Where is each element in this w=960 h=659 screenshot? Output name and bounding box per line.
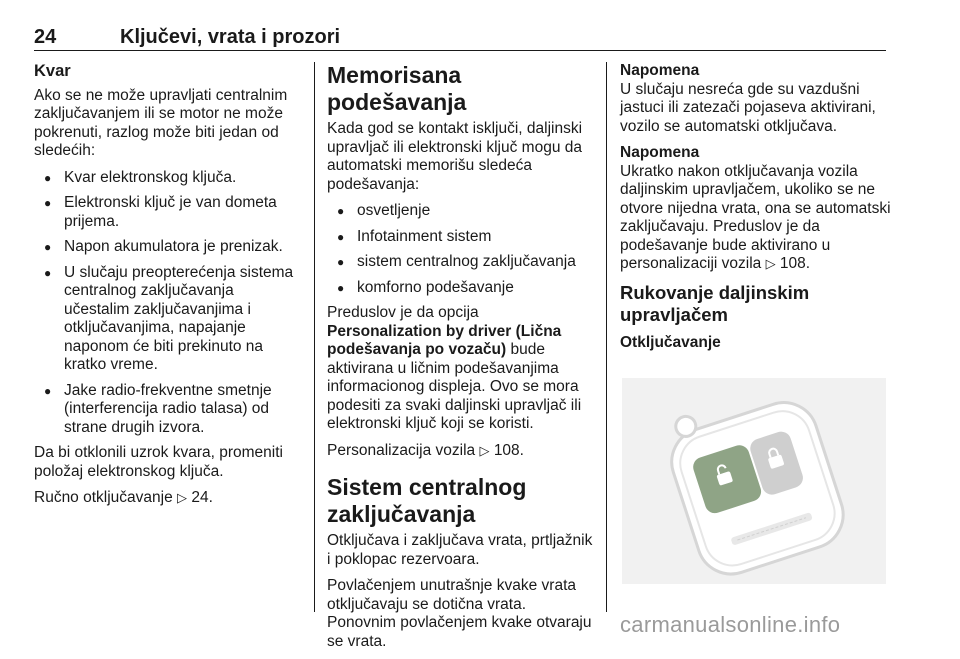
note-text: U slučaju nesreća gde su vazdušni jastuci ili zatezači pojaseva aktivirani, vozilo se automatski otključava. bbox=[620, 80, 876, 135]
car-key-fob-icon bbox=[622, 378, 886, 584]
column-divider-2 bbox=[606, 62, 607, 612]
section-heading-rukovanje: Rukovanje daljinskim upravljačem bbox=[620, 281, 810, 325]
paragraph: Ako se ne može upravljati centralnim zaključavanjem ili se motor ne može pokrenuti, razlog može biti jedan od sledećih: bbox=[34, 86, 288, 159]
paragraph bbox=[327, 304, 597, 434]
list-item: ● Kvar elektronskog ključa. bbox=[34, 169, 302, 188]
cross-reference[interactable] bbox=[327, 442, 597, 461]
header-divider bbox=[34, 50, 886, 51]
reference-text: Ručno otključavanje bbox=[34, 489, 173, 506]
watermark: carmanualsonline.info bbox=[620, 612, 841, 637]
section-heading-memorisana: Memorisana podešavanja bbox=[327, 62, 467, 115]
paragraph: Kada god se kontakt isključi, daljinski upravljač ili elektronski ključ mogu da automatski memorišu sledeća podešavanja: bbox=[327, 120, 583, 193]
list-item: ● Elektronski ključ je van dometa prijema. bbox=[34, 194, 302, 231]
list-item: ● sistem centralnog zaključavanja bbox=[327, 253, 597, 272]
section-heading-centralno: Sistem centralnog zaključavanja bbox=[327, 474, 527, 527]
list-item: ● Napon akumulatora je prenizak. bbox=[34, 238, 302, 257]
page-number: 24 bbox=[34, 26, 57, 48]
paragraph: Otključava i zaključava vrata, prtljažnik i poklopac rezervoara. bbox=[327, 532, 593, 568]
page-reference-arrow-icon: ▷ bbox=[765, 256, 776, 271]
reference-text: Personalizacija vozila bbox=[327, 441, 476, 459]
key-fob-illustration bbox=[622, 378, 886, 584]
subheading-otkljucavanje: Otključavanje bbox=[620, 333, 721, 351]
note-text: Ukratko nakon otključavanja vozila daljinskim upravljačem, ukoliko se ne otvore nijedna vrata, ona se automatski zaključavaju. Preduslov je da podešavanje bude aktivirano u personalizaciji vozila ▷ 108. bbox=[620, 162, 891, 272]
list-item: ● komforno podešavanje bbox=[327, 279, 597, 298]
column-1 bbox=[34, 62, 302, 516]
page-header bbox=[34, 26, 886, 48]
note-title: Napomena bbox=[620, 144, 700, 161]
bullet-list bbox=[34, 169, 302, 438]
section-heading-kvar: Kvar bbox=[34, 62, 71, 80]
reference-page: 24. bbox=[191, 489, 213, 506]
cross-reference[interactable] bbox=[34, 489, 302, 508]
note-title: Napomena bbox=[620, 62, 700, 79]
page-reference-arrow-icon: ▷ bbox=[177, 490, 188, 505]
paragraph: Povlačenjem unutrašnje kvake vrata otključavaju se dotična vrata. Ponovnim povlačenjem kvake otvaraju se vrata. bbox=[327, 577, 592, 650]
precondition-text: Preduslov je da opcija bbox=[327, 304, 479, 321]
page-reference-arrow-icon: ▷ bbox=[479, 442, 490, 458]
list-item: ● Infotainment sistem bbox=[327, 228, 597, 247]
reference-page[interactable]: 108. bbox=[779, 255, 811, 272]
list-item: ● osvetljenje bbox=[327, 202, 597, 221]
list-item: ● Jake radio-frekventne smetnje (interferencija radio talasa) od strane drugih izvora. bbox=[34, 382, 302, 438]
paragraph: Da bi otklonili uzrok kvara, promeniti položaj elektronskog ključa. bbox=[34, 444, 283, 480]
column-2 bbox=[327, 62, 597, 659]
column-3 bbox=[620, 62, 892, 352]
column-divider-1 bbox=[314, 62, 315, 612]
chapter-title: Ključevi, vrata i prozori bbox=[120, 26, 341, 48]
reference-page: 108. bbox=[493, 441, 524, 459]
bullet-list bbox=[327, 202, 597, 297]
option-tail: bude aktivirana u ličnim podešavanjima informacionog displeja. Ovo se mora podesiti za svaki daljinski upravljač ili elektronski ključ koji se koristi. bbox=[327, 341, 582, 432]
list-item: ● U slučaju preopterećenja sistema centralnog zaključavanja učestalim zaključavanjima i otključavanjima, napajanje naponom će biti prekinuto na kratko vreme. bbox=[34, 264, 302, 375]
option-name: Personalization by driver (Lična podešavanja po vozaču) bbox=[327, 322, 562, 358]
